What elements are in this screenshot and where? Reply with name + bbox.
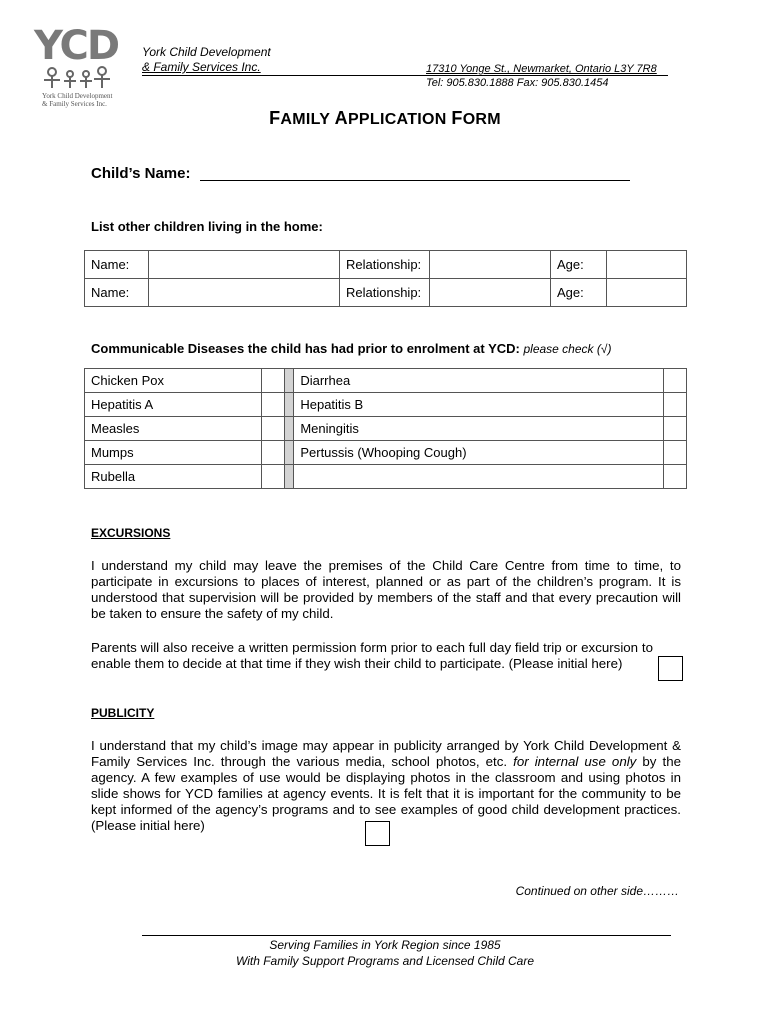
age-field[interactable] — [607, 279, 687, 307]
excursions-paragraph-2: Parents will also receive a written permission form prior to each full day field trip or excursion to enable them to decide at that time if they wish their child to participate. (Please initial here) — [91, 640, 653, 671]
table-row — [85, 369, 687, 393]
relationship-label: Relationship: — [340, 251, 430, 279]
disease-checkbox[interactable] — [262, 369, 285, 393]
relationship-field[interactable] — [430, 279, 551, 307]
name-label: Name: — [85, 279, 149, 307]
org-line-1: York Child Development — [142, 45, 271, 59]
disease-label: Chicken Pox — [85, 369, 262, 393]
disease-label: Meningitis — [294, 417, 664, 441]
disease-label: Hepatitis A — [85, 393, 262, 417]
publicity-initial-box[interactable] — [365, 821, 390, 846]
diseases-table — [84, 368, 687, 489]
age-label: Age: — [551, 279, 607, 307]
name-label: Name: — [85, 251, 149, 279]
table-separator — [285, 417, 294, 441]
org-phone: Tel: 905.830.1888 Fax: 905.830.1454 — [426, 77, 609, 89]
disease-checkbox[interactable] — [664, 369, 687, 393]
disease-label: Measles — [85, 417, 262, 441]
continued-note: Continued on other side……… — [515, 884, 679, 898]
publicity-paragraph: I understand that my child’s image may appear in publicity arranged by York Child Development & Family Services Inc. through the various media, school photos, etc. for internal use only by the agency. A few examples of use would be displaying photos in the classroom and using photos in slide shows for YCD families at agency events. It is felt that it is important for the community to be kept informed of the agency’s programs and to see examples of good child development practices. (Please initial here) — [91, 738, 682, 833]
disease-checkbox[interactable] — [262, 465, 285, 489]
relationship-field[interactable] — [430, 251, 551, 279]
disease-label: Diarrhea — [294, 369, 664, 393]
age-label: Age: — [551, 251, 607, 279]
disease-checkbox[interactable] — [664, 465, 687, 489]
table-separator — [285, 441, 294, 465]
table-separator — [285, 465, 294, 489]
footer-line-1: Serving Families in York Region since 1985 — [269, 938, 501, 952]
table-separator — [285, 393, 294, 417]
table-row — [85, 465, 687, 489]
child-name-label: Child’s Name: — [91, 165, 191, 182]
table-separator — [285, 369, 294, 393]
disease-checkbox[interactable] — [664, 417, 687, 441]
name-field[interactable] — [149, 279, 340, 307]
disease-checkbox[interactable] — [262, 441, 285, 465]
disease-checkbox[interactable] — [262, 417, 285, 441]
disease-label: Rubella — [85, 465, 262, 489]
relationship-label: Relationship: — [340, 279, 430, 307]
table-row — [85, 417, 687, 441]
disease-checkbox[interactable] — [664, 393, 687, 417]
other-children-table — [84, 250, 687, 307]
name-field[interactable] — [149, 251, 340, 279]
header-divider — [142, 75, 668, 76]
excursions-initial-box[interactable] — [658, 656, 683, 681]
table-row — [85, 279, 687, 307]
diseases-hint: please check (√) — [523, 342, 612, 356]
excursions-heading: EXCURSIONS — [91, 526, 171, 540]
form-title: FAMILY APPLICATION FORM — [269, 108, 501, 128]
table-row — [85, 393, 687, 417]
disease-label: Mumps — [85, 441, 262, 465]
logo-subtitle: York Child Development & Family Services Inc. — [42, 92, 113, 108]
disease-label: Pertussis (Whooping Cough) — [294, 441, 664, 465]
disease-checkbox[interactable] — [262, 393, 285, 417]
footer-divider — [142, 935, 671, 936]
org-line-2: & Family Services Inc. — [142, 60, 261, 74]
family-figures-icon — [40, 66, 110, 92]
org-name — [142, 45, 271, 75]
age-field[interactable] — [607, 251, 687, 279]
table-row — [85, 251, 687, 279]
footer-line-2: With Family Support Programs and Licensed Child Care — [235, 954, 535, 968]
disease-checkbox[interactable] — [664, 441, 687, 465]
disease-label: Hepatitis B — [294, 393, 664, 417]
diseases-label: Communicable Diseases the child has had prior to enrolment at YCD: please check (√) — [91, 341, 612, 356]
logo-letters: YCD — [34, 23, 119, 69]
other-children-label: List other children living in the home: — [91, 219, 323, 234]
table-row — [85, 441, 687, 465]
publicity-heading: PUBLICITY — [91, 706, 155, 720]
excursions-paragraph-1: I understand my child may leave the premises of the Child Care Centre from time to time, to participate in excursions to places of interest, planned or as part of the children’s program. It is understood that supervision will be provided by members of the staff and that every precaution will be taken to ensure the safety of my child. — [91, 558, 681, 621]
org-address: 17310 Yonge St., Newmarket, Ontario L3Y 7R8 — [426, 63, 657, 75]
child-name-field[interactable] — [200, 180, 630, 181]
disease-label — [294, 465, 664, 489]
ycd-logo — [34, 23, 119, 116]
